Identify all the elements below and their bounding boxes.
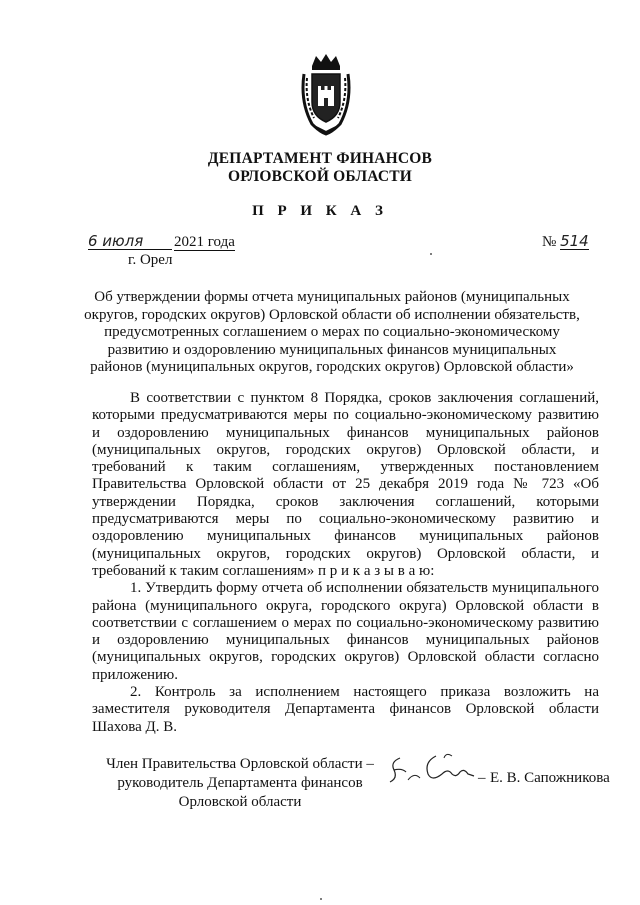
signatory-name: Е. В. Сапожникова bbox=[490, 770, 610, 786]
document-number bbox=[542, 233, 589, 251]
date-year: 2021 года bbox=[174, 234, 235, 250]
order-item-1: 1. Утвердить форму отчета об исполнении обязательств муниципального района (муниципального округа, городского округа) Орловской области в соответствии с соглашением о мерах по социально-экономическому развитию и оздоровлению муниципальных финансов муниципальных районов (муниципальных округов, городских округов) Орловской области согласно приложению. bbox=[92, 580, 599, 683]
department-title-line1: ДЕПАРТАМЕНТ ФИНАНСОВ bbox=[207, 150, 433, 167]
coat-of-arms-emblem bbox=[298, 52, 354, 136]
document-subject: Об утверждении формы отчета муниципальных районов (муниципальных округов, городских округов) Орловской области об исполнении обязательств, предусмотренных соглашением о мерах по социально-экономическому развитию и оздоровлению муниципальных финансов муниципальных районов (муниципальных округов, городских округов) Орловской области» bbox=[84, 289, 580, 376]
date-handwritten: 6 июля bbox=[88, 233, 172, 250]
preamble-paragraph: В соответствии с пунктом 8 Порядка, сроков заключения соглашений, которыми предусматриваются меры по социально-экономическому развитию и оздоровлению муниципальных финансов муниципальных районов (муниципальных округов, городских округов) Орловской области, и требований к таким соглашениям, утвержденных постановлением Правительства Орловской области от 25 декабря 2019 года № 723 «Об утверждении Порядка, сроков заключения соглашений, которыми предусматриваются меры по социально-экономическому развитию и оздоровлению муниципальных финансов муниципальных районов (муниципальных округов, городских округов) Орловской области, и требований к таким соглашениям» п р и к а з ы в а ю: bbox=[92, 390, 599, 579]
scan-speck bbox=[320, 898, 322, 900]
order-item-2: 2. Контроль за исполнением настоящего приказа возложить на заместителя руководителя Департамента финансов Орловской области Шахова Д. В. bbox=[92, 684, 599, 735]
number-handwritten: 514 bbox=[560, 232, 589, 250]
document-date bbox=[88, 233, 235, 251]
signatory-position-line1: Член Правительства Орловской области – bbox=[106, 756, 374, 772]
document-type-title: П Р И К А З bbox=[252, 203, 388, 219]
handwritten-signature bbox=[386, 748, 476, 788]
signatory-position-line3: Орловской области bbox=[178, 794, 302, 810]
scan-speck bbox=[430, 253, 432, 255]
department-title-line2: ОРЛОВСКОЙ ОБЛАСТИ bbox=[227, 168, 413, 185]
signatory-position-line2: руководитель Департамента финансов bbox=[117, 775, 363, 791]
city-label: г. Орел bbox=[128, 252, 173, 268]
signatory-position bbox=[90, 755, 390, 812]
document-body bbox=[92, 390, 599, 736]
signature-dash: – bbox=[478, 770, 486, 786]
number-prefix: № bbox=[542, 234, 557, 250]
